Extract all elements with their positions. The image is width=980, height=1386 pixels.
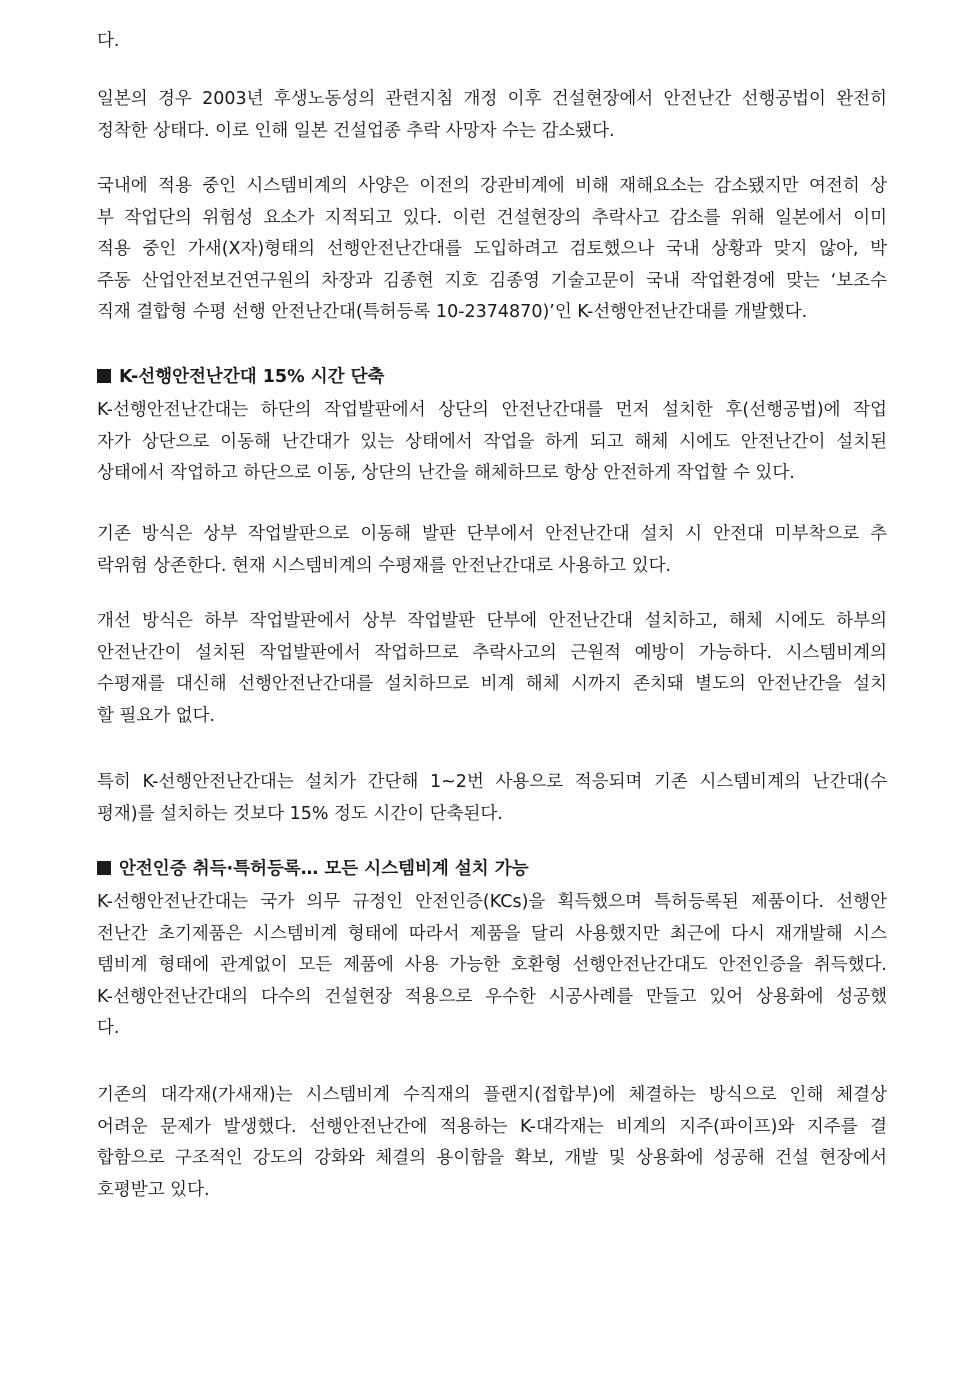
paragraph — [97, 26, 887, 58]
text-line: 정착한 상태다. 이로 인해 일본 건설업종 추락 사망자 수는 감소됐다. — [97, 120, 615, 141]
text-line: 할 필요가 없다. — [97, 705, 216, 726]
square-bullet-icon — [97, 861, 111, 875]
text-line: 특히 K-선행안전난간대는 설치가 간단해 1~2번 사용으로 적응되며 기존 시스템비계의 난간대(수 — [97, 772, 887, 792]
paragraph — [97, 519, 887, 582]
text-line: 어려운 문제가 발생했다. 선행안전난간에 적용하는 K-대각재는 비계의 지주(파이프)와 지주를 결 — [97, 1116, 887, 1137]
paragraph — [97, 395, 887, 490]
paragraph — [97, 887, 887, 1045]
text-line: K-선행안전난간대는 국가 의무 규정인 안전인증(KCs)을 획득했으며 특허등록된 제품이다. 선행안 — [97, 892, 887, 912]
section-heading — [97, 854, 887, 886]
paragraph — [97, 84, 887, 147]
section-heading-text: 안전인증 취득·특허등록… 모든 시스템비계 설치 가능 — [119, 859, 529, 879]
paragraph — [97, 767, 887, 830]
text-line: 일본의 경우 2003년 후생노동성의 관련지침 개정 이후 건설현장에서 안전난간 선행공법이 완전히 — [97, 89, 887, 109]
text-line: 자가 상단으로 이동해 난간대가 있는 상태에서 작업을 하게 되고 해체 시에도 안전난간이 설치된 — [97, 431, 887, 452]
text-line: K-선행안전난간대의 다수의 건설현장 적용으로 우수한 시공사례를 만들고 있어 상용화에 성공했 — [97, 986, 887, 1007]
paragraph — [97, 1080, 887, 1206]
text-line: 주동 산업안전보건연구원의 차장과 김종현 지호 김종영 기술고문이 국내 작업환경에 맞는 ‘보조수 — [97, 270, 887, 291]
text-line: 락위험 상존한다. 현재 시스템비계의 수평재를 안전난간대로 사용하고 있다. — [97, 555, 672, 576]
text-line: 평재)를 설치하는 것보다 15% 정도 시간이 단축된다. — [97, 803, 503, 824]
text-line: 기존 방식은 상부 작업발판으로 이동해 발판 단부에서 안전난간대 설치 시 안전대 미부착으로 추 — [97, 524, 887, 544]
text-line: 수평재를 대신해 선행안전난간대를 설치하므로 비계 해체 시까지 존치돼 별도의 안전난간을 설치 — [97, 674, 887, 694]
text-line: 호평받고 있다. — [97, 1179, 210, 1200]
text-line: 다. — [97, 31, 120, 51]
text-line: 직재 결합형 수평 선행 안전난간대(특허등록 10-2374870)’인 K-선행안전난간대를 개발했다. — [97, 302, 808, 322]
text-line: 전난간 초기제품은 시스템비계 형태에 따라서 제품을 달리 사용했지만 최근에 다시 재개발해 시스 — [97, 923, 887, 944]
text-line: 개선 방식은 하부 작업발판에서 상부 작업발판 단부에 안전난간대 설치하고, 해체 시에도 하부의 — [97, 611, 887, 631]
text-line: K-선행안전난간대는 하단의 작업발판에서 상단의 안전난간대를 먼저 설치한 후(선행공법)에 작업 — [97, 400, 887, 420]
paragraph — [97, 606, 887, 732]
square-bullet-icon — [97, 369, 111, 383]
text-line: 부 작업단의 위험성 요소가 지적되고 있다. 이런 건설현장의 추락사고 감소를 위해 일본에서 이미 — [97, 207, 887, 228]
text-line: 합함으로 구조적인 강도의 강화와 체결의 용이함을 확보, 개발 및 상용화에 성공해 건설 현장에서 — [97, 1148, 887, 1168]
paragraph — [97, 171, 887, 329]
section-heading-text: K-선행안전난간대 15% 시간 단축 — [119, 367, 385, 387]
text-line: 적용 중인 가새(X자)형태의 선행안전난간대를 도입하려고 검토했으나 국내 상황과 맞지 않아, 박 — [97, 239, 887, 259]
text-line: 템비계 형태에 관계없이 모든 제품에 사용 가능한 호환형 선행안전난간대도 안전인증을 취득했다. — [97, 955, 887, 975]
text-line: 안전난간이 설치된 작업발판에서 작업하므로 추락사고의 근원적 예방이 가능하다. 시스템비계의 — [97, 642, 887, 663]
section-heading — [97, 362, 887, 394]
text-line: 기존의 대각재(가새재)는 시스템비계 수직재의 플랜지(접합부)에 체결하는 방식으로 인해 체결상 — [97, 1085, 887, 1105]
text-line: 상태에서 작업하고 하단으로 이동, 상단의 난간을 해체하므로 항상 안전하게 작업할 수 있다. — [97, 463, 795, 483]
text-line: 다. — [97, 1018, 120, 1038]
text-line: 국내에 적용 중인 시스템비계의 사양은 이전의 강관비계에 비해 재해요소는 감소됐지만 여전히 상 — [97, 176, 887, 196]
